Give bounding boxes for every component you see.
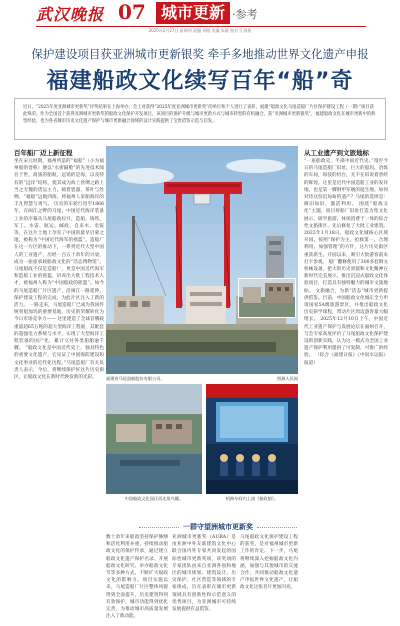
main-headline: 福建船政文化续写百年“船”奇 xyxy=(46,69,354,94)
aerial-photo xyxy=(106,384,202,494)
bottom-column-1: 数十余年来船政坚持保护修缮和活化利用并重，持续推动船政文化的保护传承，通过建立船政文化遗产保护名录、开展船政文化研究、举办船政文化节等多种方式，不断扩大船政文化的影响力。项目实施以来，马尾造船厂片区整体风貌得到全面提升，历史建筑得到有效保护，城市功能得到优化完善，为推动城市高质量发展注入了新动能。 xyxy=(106,535,168,620)
performance-photo xyxy=(206,384,298,494)
dateline: 2025年2月27日 星期四 责编 刘晓 美编 朱雄 校对 江海燕 xyxy=(148,28,252,33)
inset-photo xyxy=(238,278,296,318)
newspaper-name: 武汉晚报 xyxy=(36,5,105,24)
inset-photo-caption: 图源人民网 xyxy=(277,376,298,381)
left-column-body: 坐在宋元时期，福州所造的“福船”（小为福州船的誉称）便以“水密隔舱”的先进技术闻名于世，商旅的船航，远销的是海，以及特有的“远洋”结构，使其成为海上丝绸之路上当之无愧的货运主力。载着瓷器、茶叶与丝绸，“福船”远航四海，将福州人采船海岸的丰凡智慧与勇气。 历史的车轮行进至1866年，在闽江之畔的马尾，中国近代海洋装备工业的序幕从马尾船政拉开，造船、铸铁、军工、水雷、航运、邮政、自来水、电报等，在这片土地上孕育了中国的最早启蒙之地，被称为“中国近代海军的摇篮”。造船厂在这一片区的推动下，一系列近代大型中国人的工业遗产，历经一百五十余年的兴衰，成为一座座承载船政文化的“活态博物馆”。 马尾船政不仅是造船厂，更是中国近代海军和造船工业的摇篮，培养出大批工程技术人才，被福州人称为“中国船政的摇篮”。如今的马尾造船厂片区遗产，沿闽江一路延伸，保护建设工程的完成，为此片区注入了新的活力。 一路走来，马尾造船厂已成为我国传统骨船加坞的重要基地，历史的荣耀转化为今日市场竞争力—— 这里建造了全球首艘载重量超65万吨的超大型海洋工程船，其配套的超强电力系统与水平，实现了大型海洋工程装备的国产化，累计交付各类船舶逾千艘。 “船政文化是中国近代史上，独具特色的重要文化遗产，它见证了中国海防建设和文化事业的近代化历程。”马尾造船厂有关负责人表示，今后，将继续保护好这片历史街区，让船政文化在新时代焕发新的光彩。 xyxy=(14,159,104,381)
masthead-rule xyxy=(36,26,366,27)
bottom-column-3: 马尾船政文化保护建设工程的获奖，是对福州城市更新工作的肯定。下一步，马尾将继续深入挖掘船政文化内涵，加强与其他城市的交流合作，共同推动船政文化遗产申报世界文化遗产，让船政文化这张名片更加闪亮。 xyxy=(240,535,298,591)
aerial-illustration xyxy=(106,384,202,494)
performance-photo-caption: 机修车间内上演《船政船》。 xyxy=(225,496,279,501)
right-column-body: “一座船政史，半部中国近代史。”漫步今日的马尾造船厂旧址，巨大的船坞、冶炼的车间，斑驳的机台，无不在诉说着曾经的辉煌。这里是近代中国造船工业的发祥地，也是第一艘钢甲军舰的诞生地。如何对待这份沉甸甸的遗产？马尾的选择是：修旧如旧，激活利用。 围绕“船政文化”主题，项目将船厂旧址打造为集文化展示、研学旅游、休闲消费于一体的综合性文旅街区，先后修复了大批工业建筑。 2023年1月18日，船政文化城核心区域开园，按照“保护为主、抢救第一、合理利用、加强管理”的方针，这片历史街区重获新生。开园以来，吸引大批游客前来打卡参观。 船厂翻修使用了300多套钢文机械设备，把大的历史原貌和文化精神在新时代完美展示，推出沉浸式船政文化体验项目，打造具有独特魅力的城市文旅地标。 文旅融合，为新“活态”城市更新提供借鉴。目前，中国船政文化城正全力申请国家5A级旅游景区，并推出船政文化历史研学课程，带动片区周边游客量大幅增长。 2025年12月10日上午，中国近代工业遗产保护与发展论坛在福州召开，与会专家高度评价了马尾船政文化保护建设的创新实践，认为这一模式为全国工业遗产保护利用提供了可复制、可推广的经验。 （综合《福建日报》《中国水运报》报道） xyxy=(304,159,388,366)
performance-illustration xyxy=(206,384,298,494)
shipyard-illustration xyxy=(106,146,298,374)
page-number: 07 xyxy=(118,0,146,24)
section-title: 城市更新 xyxy=(156,2,230,24)
shipyard-photo xyxy=(106,146,298,374)
kicker-headline: 保护建设项目获亚洲城市更新银奖 牵手多地推动世界文化遗产申报 xyxy=(31,47,369,61)
right-column-title: 从工业遗产到文旅地标 xyxy=(304,149,369,157)
main-photo-caption: 福建省马尾造船股份有限公司。 xyxy=(106,376,165,381)
section-tag: ·参考 xyxy=(232,8,258,21)
bottom-section-title: 一群守望洲城市更新奖 xyxy=(118,522,318,532)
inset-street-illustration xyxy=(239,279,296,318)
left-column-title: 百年船厂迈上新征程 xyxy=(14,149,73,157)
masthead xyxy=(0,0,400,26)
bottom-column-2: 亚洲城市更新奖（AURA）是由亚洲中外友联建筑文化中心联合国内外专家共同发起的国际性城市更新奖项，该奖项的专家团队由来自亚洲各国和地区的城市规划、建筑设计、历史保护、社区营造等领域的专家组成，旨在表彰在城市更新领域具有创新性和示范意义的优秀项目，为亚洲城市可持续发展提供有益借鉴。 xyxy=(172,535,236,613)
aerial-photo-caption: 中国船政文化园区西北角鸟瞰。 xyxy=(124,496,184,501)
lead-paragraph: 近日，“2025年度亚洲城市更新奖”评奖结果在上海举办，会上对获得“2025年度亚洲城市更新奖”的单位和个人进行了表彰，福建“船政文化马尾造船厂片区保护建设工程（一期）”项目获此殊荣。作为全国首个获得亚洲城市更新奖的船政文化保护开发项目，该项目的保护升级与城市更新方式与城市转型的有机融合，获“亚洲城市更新银奖”，福建船政文化在城市更新中的典型经验，也为各省城市历史文化遗产保护与城市更新融合领域的设计实践提供了宝贵借鉴示范与启发。 xyxy=(14,98,386,140)
